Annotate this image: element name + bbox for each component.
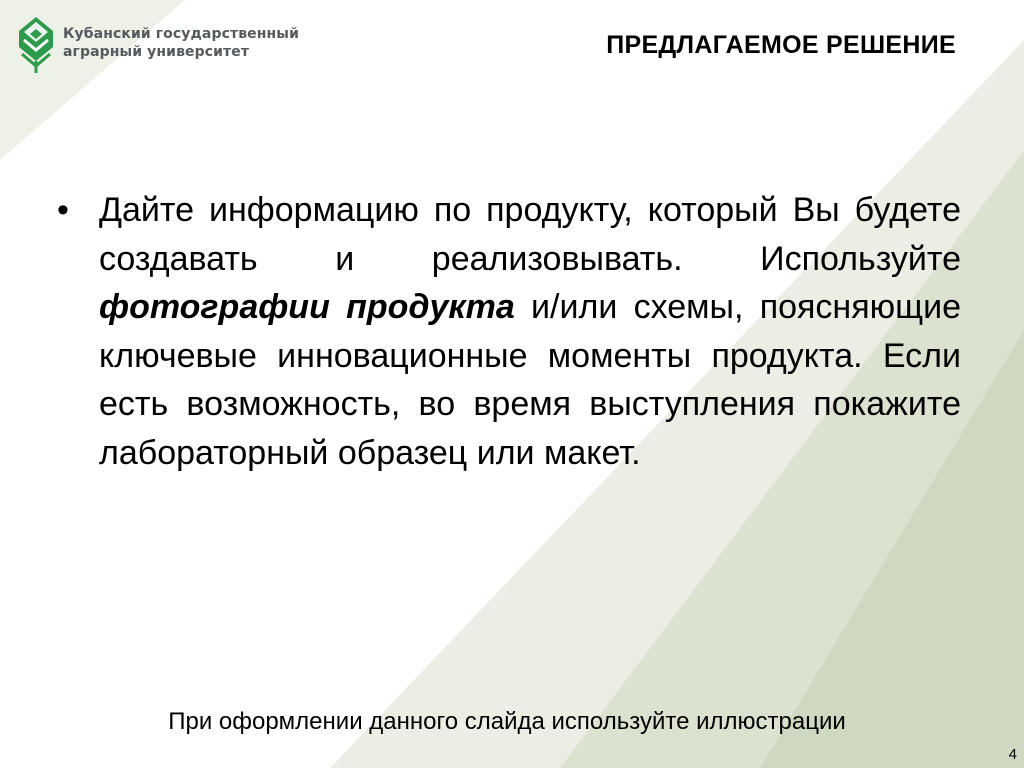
leaf-logo-icon	[18, 16, 54, 74]
university-name-line2: аграрный университет	[63, 44, 250, 60]
university-name	[63, 25, 299, 61]
page-number: 4	[1008, 746, 1017, 763]
university-logo	[18, 16, 308, 76]
bullet-item	[57, 186, 963, 477]
bullet-text-end: и/или схемы, поясняющие ключевые инновационные моменты продукта. Если есть возможность, во время выступления покажите лабораторный образец или макет.	[99, 288, 961, 472]
bullet-marker: •	[57, 191, 69, 229]
bullet-text	[99, 186, 961, 477]
slide-title: ПРЕДЛАГАЕМОЕ РЕШЕНИЕ	[606, 31, 956, 59]
footer-note: При оформлении данного слайда используйте иллюстрации	[168, 708, 846, 735]
bullet-text-emphasis: фотографии продукта	[99, 288, 515, 326]
bullet-list	[57, 186, 963, 477]
bullet-text-start: Дайте информацию по продукту, который Вы будете создавать и реализовывать. Используйте	[99, 191, 961, 278]
university-name-line1: Кубанский государственный	[63, 26, 299, 42]
